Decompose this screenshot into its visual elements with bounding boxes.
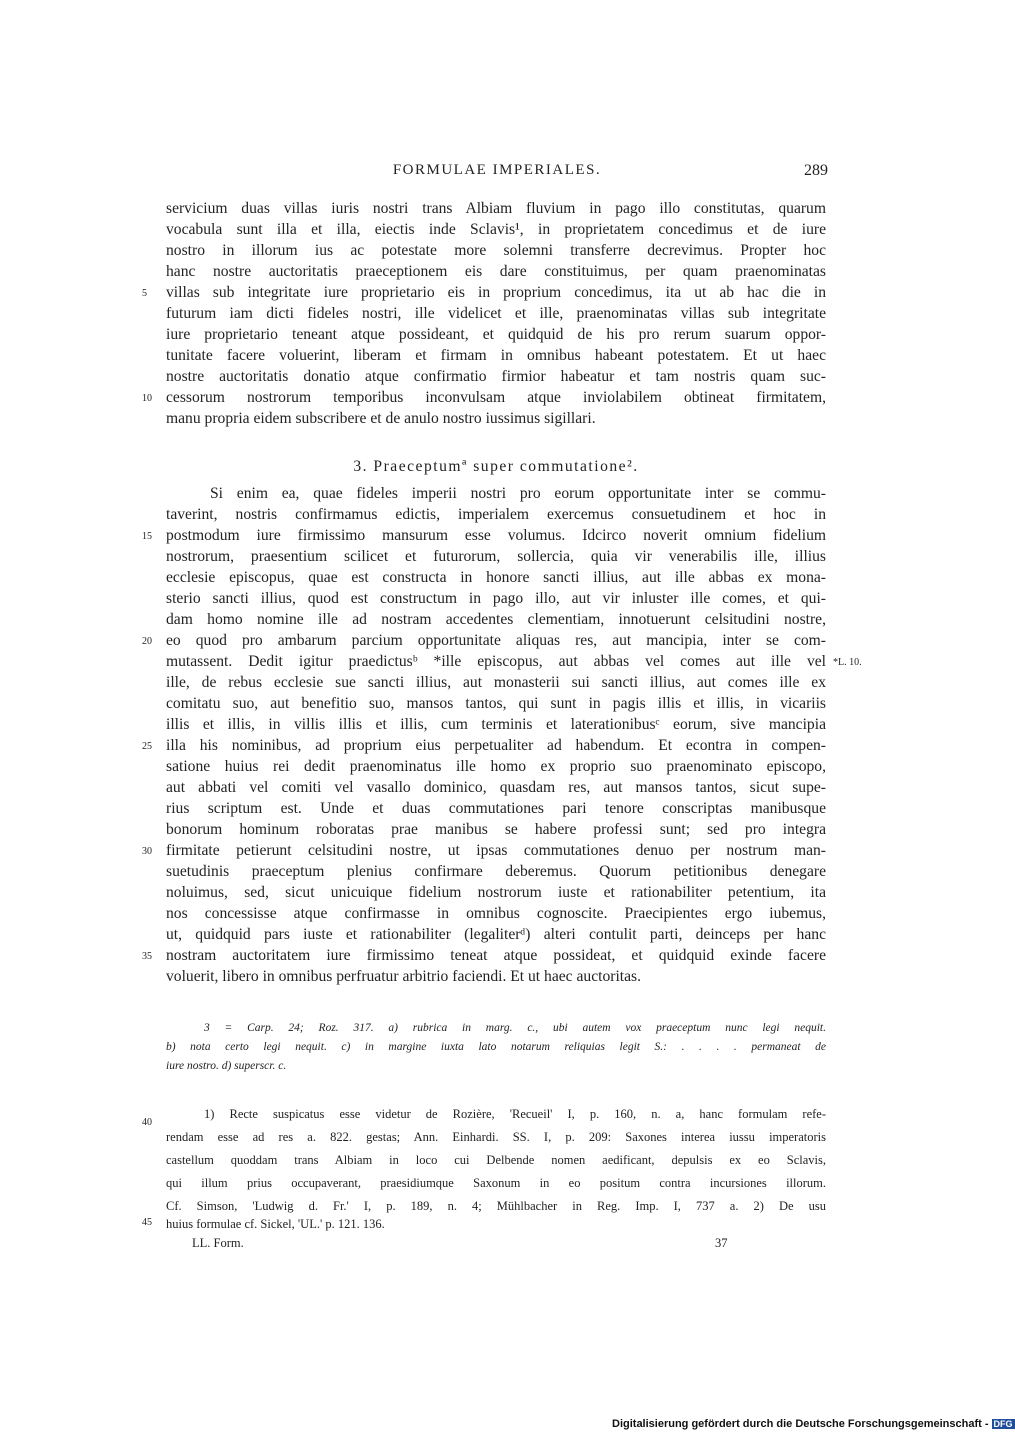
text-line: rius scriptum est. Unde et duas commutationes pari tenore conscriptas manibusque [166, 800, 826, 817]
text-line: aut abbati vel comiti vel vasallo dominico, quasdam res, aut mansos tantos, sicut supe- [166, 779, 826, 796]
text-line: eo quod pro ambarum parcium opportunitate aliquas res, aut mancipia, inter se com- [166, 632, 826, 649]
dfg-logo: DFG [993, 1419, 1013, 1429]
apparatus-line: 3 = Carp. 24; Roz. 317. a) rubrica in marg. c., ubi autem vox praeceptum nunc legi nequit. [204, 1022, 826, 1034]
text-line: cessorum nostrorum temporibus inconvulsam atque inviolabilem obtineat firmitatem, [166, 389, 826, 406]
apparatus-line: b) nota certo legi nequit. c) in margine iuxta lato notarum reliquias legit S.: . . . . permaneat de [166, 1041, 826, 1053]
line-number: 15 [142, 531, 152, 542]
text-line: ille, de rebus ecclesie sue sancti illius, aut monasterii sui sancti illius, aut comes ille ex [166, 674, 826, 691]
footnote-line: castellum quoddam trans Albiam in loco cui Delbende nomen aedificant, depulsis ex eo Sclavis, [166, 1153, 826, 1167]
text-line: nostro in illorum ius ac potestate more solemni transferre decrevimus. Propter hoc [166, 242, 826, 259]
text-line: villas sub integritate iure proprietario eis in proprium concedimus, ita ut ab hac die in [166, 284, 826, 301]
text-line: sterio sancti illius, quod est constructum in pago illo, aut vir inluster ille comes, et qui- [166, 590, 826, 607]
running-title: FORMULAE IMPERIALES. [392, 162, 602, 178]
text-line: postmodum iure firmissimo mansurum esse volumus. Idcirco noverit omnium fidelium [166, 527, 826, 544]
text-line: nos concessisse atque confirmasse in omnibus cognoscite. Praecipientes ergo iubemus, [166, 905, 826, 922]
text-line: hanc nostre auctoritatis praeceptionem eis dare constituimus, per quam praenominatas [166, 263, 826, 280]
text-line: firmitate petierunt celsitudini nostre, ut ipsas commutationes denuo per nostrum man- [166, 842, 826, 859]
line-number: 5 [142, 288, 147, 299]
footnote-line: qui illum prius occupaverant, praesidiumque Saxonum in eo positum contra incursiones illorum. [166, 1176, 826, 1190]
section-heading: 3. Praeceptumª super commutatione². [353, 458, 639, 475]
line-number: 45 [142, 1217, 152, 1228]
text-line: ut, quidquid pars iuste et rationabiliter (legaliterᵈ) alteri contulit parti, deinceps per hanc [166, 926, 826, 943]
page-number: 289 [804, 162, 828, 179]
sheet-signature: LL. Form. [192, 1236, 244, 1250]
text-line: satione huius rei dedit praenominatus ille homo ex proprio suo praenominato episcopo, [166, 758, 826, 775]
text-line: illa his nominibus, ad proprium eius perpetualiter ad habendum. Et econtra in compen- [166, 737, 826, 754]
text-line: dam homo nomine ille ad nostram accedentes clementiam, innotuerunt celsitudini nostre, [166, 611, 826, 628]
text-line: noluimus, sed, sicut unicuique fidelium nostrorum iuste et rationabiliter petentium, ita [166, 884, 826, 901]
line-number: 25 [142, 741, 152, 752]
digitization-credit [612, 1418, 1015, 1430]
text-line: mutassent. Dedit igitur praedictusᵇ *ille episcopus, aut abbas vel comes aut ille vel [166, 653, 826, 670]
text-line: suetudinis praeceptum plenius confirmare deberemus. Quorum petitionibus denegare [166, 863, 826, 880]
text-line: vocabula sunt illa et illa, eiectis inde Sclavis¹, in proprietatem concedimus et de iure [166, 221, 826, 238]
margin-reference: *L. 10. [833, 657, 862, 668]
text-line: comitatu suo, aut benefitio suo, mansos tantos, qui sunt in pagis illis et illis, in vicariis [166, 695, 826, 712]
text-line: iure proprietario teneant atque possideant, et quidquid de his pro rerum suarum oppor- [166, 326, 826, 343]
text-line: nostram auctoritatem iure firmissimo teneat atque possideat, et quidquid exinde facere [166, 947, 826, 964]
text-line: manu propria eidem subscribere et de anulo nostro iussimus sigillari. [166, 410, 596, 427]
text-line: servicium duas villas iuris nostri trans Albiam fluvium in pago illo constitutas, quarum [166, 200, 826, 217]
line-number: 35 [142, 951, 152, 962]
line-number: 20 [142, 636, 152, 647]
text-line: illis et illis, in villis illis et illis, cum terminis et laterationibusᶜ eorum, sive mancipia [166, 716, 826, 733]
text-line: Si enim ea, quae fideles imperii nostri pro eorum opportunitate inter se commu- [210, 485, 826, 502]
footnote-line: Cf. Simson, 'Ludwig d. Fr.' I, p. 189, n. 4; Mühlbacher in Reg. Imp. I, 737 a. 2) De usu [166, 1199, 826, 1213]
footnote-line: 1) Recte suspicatus esse videtur de Rozière, 'Recueil' I, p. 160, n. a, hanc formulam refe- [204, 1107, 826, 1121]
footnote-line: huius formulae cf. Sickel, 'UL.' p. 121. 136. [166, 1217, 385, 1231]
line-number: 10 [142, 393, 152, 404]
line-number: 30 [142, 846, 152, 857]
apparatus-line: iure nostro. d) superscr. c. [166, 1060, 287, 1072]
text-line: nostrorum, praesentium scilicet et futurorum, sollercia, quia vir venerabilis ille, illius [166, 548, 826, 565]
sheet-number: 37 [715, 1236, 728, 1250]
text-line: taverint, nostris confirmamus edictis, imperialem exercemus consuetudinem et hoc in [166, 506, 826, 523]
text-line: voluerit, libero in omnibus perfruatur arbitrio faciendi. Et ut haec auctoritas. [166, 968, 642, 985]
text-line: bonorum hominum roboratas prae manibus se habere professi sunt; sed pro integra [166, 821, 826, 838]
page-header [166, 162, 828, 184]
text-line: tunitate facere voluerint, liberam et firmam in omnibus habeant potestatem. Et ut haec [166, 347, 826, 364]
line-number: 40 [142, 1117, 152, 1128]
footnote-line: rendam esse ad res a. 822. gestas; Ann. Einhardi. SS. I, p. 209: Saxones interea iussu imperatoris [166, 1130, 826, 1144]
text-line: nostre auctoritatis donatio atque confirmatio firmior habeatur et tam nostris quam suc- [166, 368, 826, 385]
text-line: ecclesie episcopus, quae est constructa in honore sancti illius, aut ille abbas ex mona- [166, 569, 826, 586]
text-line: futurum iam dicti fideles nostri, ille videlicet et ille, praenominatas villas sub integritate [166, 305, 826, 322]
credit-text: Digitalisierung gefördert durch die Deutsche Forschungsgemeinschaft - [612, 1418, 989, 1430]
